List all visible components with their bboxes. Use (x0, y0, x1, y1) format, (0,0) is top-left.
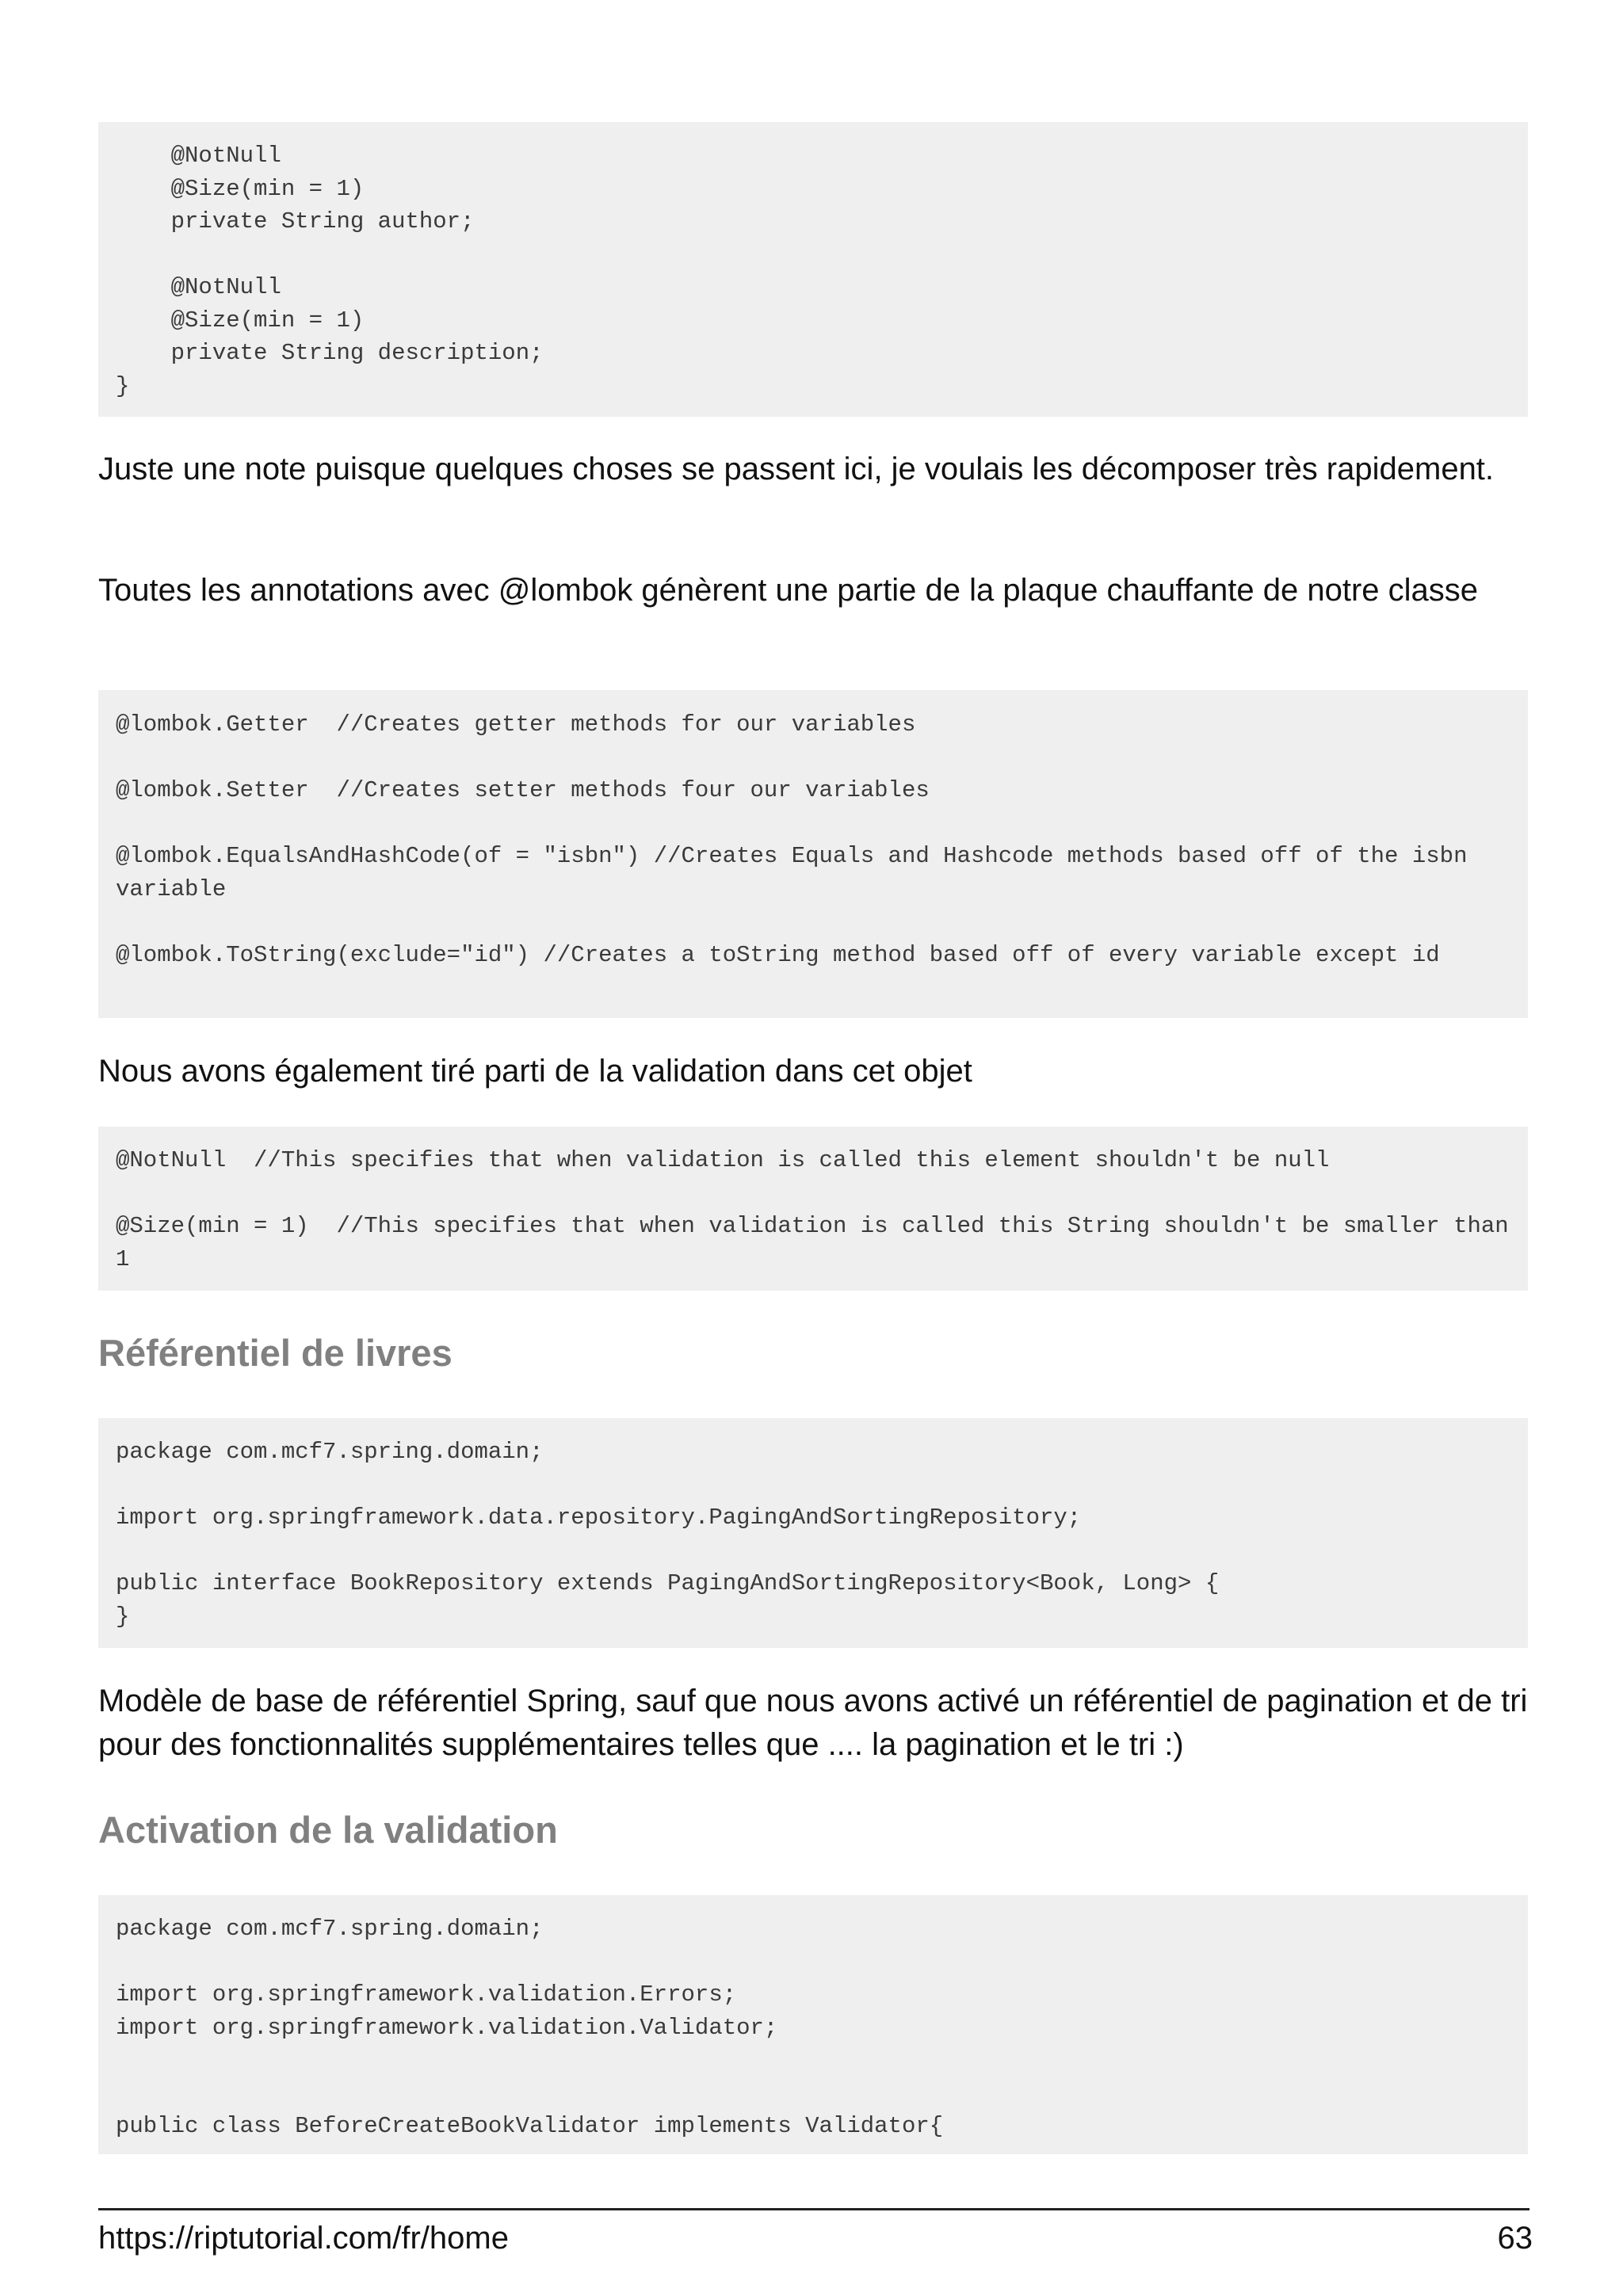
code-block-book-fields: @NotNull @Size(min = 1) private String author; @NotNull @Size(min = 1) private String description; } (98, 122, 1528, 417)
section-heading-validation: Activation de la validation (98, 1809, 558, 1851)
footer-url: https://riptutorial.com/fr/home (98, 2221, 509, 2256)
paragraph-validation: Nous avons également tiré parti de la validation dans cet objet (98, 1054, 972, 1089)
section-heading-repository: Référentiel de livres (98, 1332, 453, 1374)
paragraph-note: Juste une note puisque quelques choses se passent ici, je voulais les décomposer très rapidement. (98, 452, 1495, 486)
paragraph-lombok: Toutes les annotations avec @lombok génèrent une partie de la plaque chauffante de notre classe (98, 573, 1479, 608)
code-block-lombok: @lombok.Getter //Creates getter methods for our variables @lombok.Setter //Creates setter methods four our variables @lombok.EqualsAndHashCode(of = "isbn") //Creates Equals and Hashcode methods based off of the isbn variable @lombok.ToString(exclude="id") //Creates a toString method based off of every variable except id (98, 690, 1528, 1018)
code-block-validation: @NotNull //This specifies that when validation is called this element shouldn't be null @Size(min = 1) //This specifies that when validation is called this String shouldn't be smaller than 1 (98, 1127, 1528, 1291)
page-number: 63 (1497, 2221, 1533, 2256)
code-block-repository: package com.mcf7.spring.domain; import org.springframework.data.repository.PagingAndSortingRepository; public interface BookRepository extends PagingAndSortingRepository<Book, Long> { } (98, 1418, 1528, 1648)
paragraph-repository: Modèle de base de référentiel Spring, sauf que nous avons activé un référentiel de pagination et de tri pour des fonctionnalités supplémentaires telles que .... la pagination et le tri :) (98, 1684, 1528, 1762)
footer-rule (98, 2208, 1529, 2210)
code-block-validator: package com.mcf7.spring.domain; import org.springframework.validation.Errors; import org.springframework.validation.Validator; public class BeforeCreateBookValidator implements Validator{ (98, 1895, 1528, 2154)
